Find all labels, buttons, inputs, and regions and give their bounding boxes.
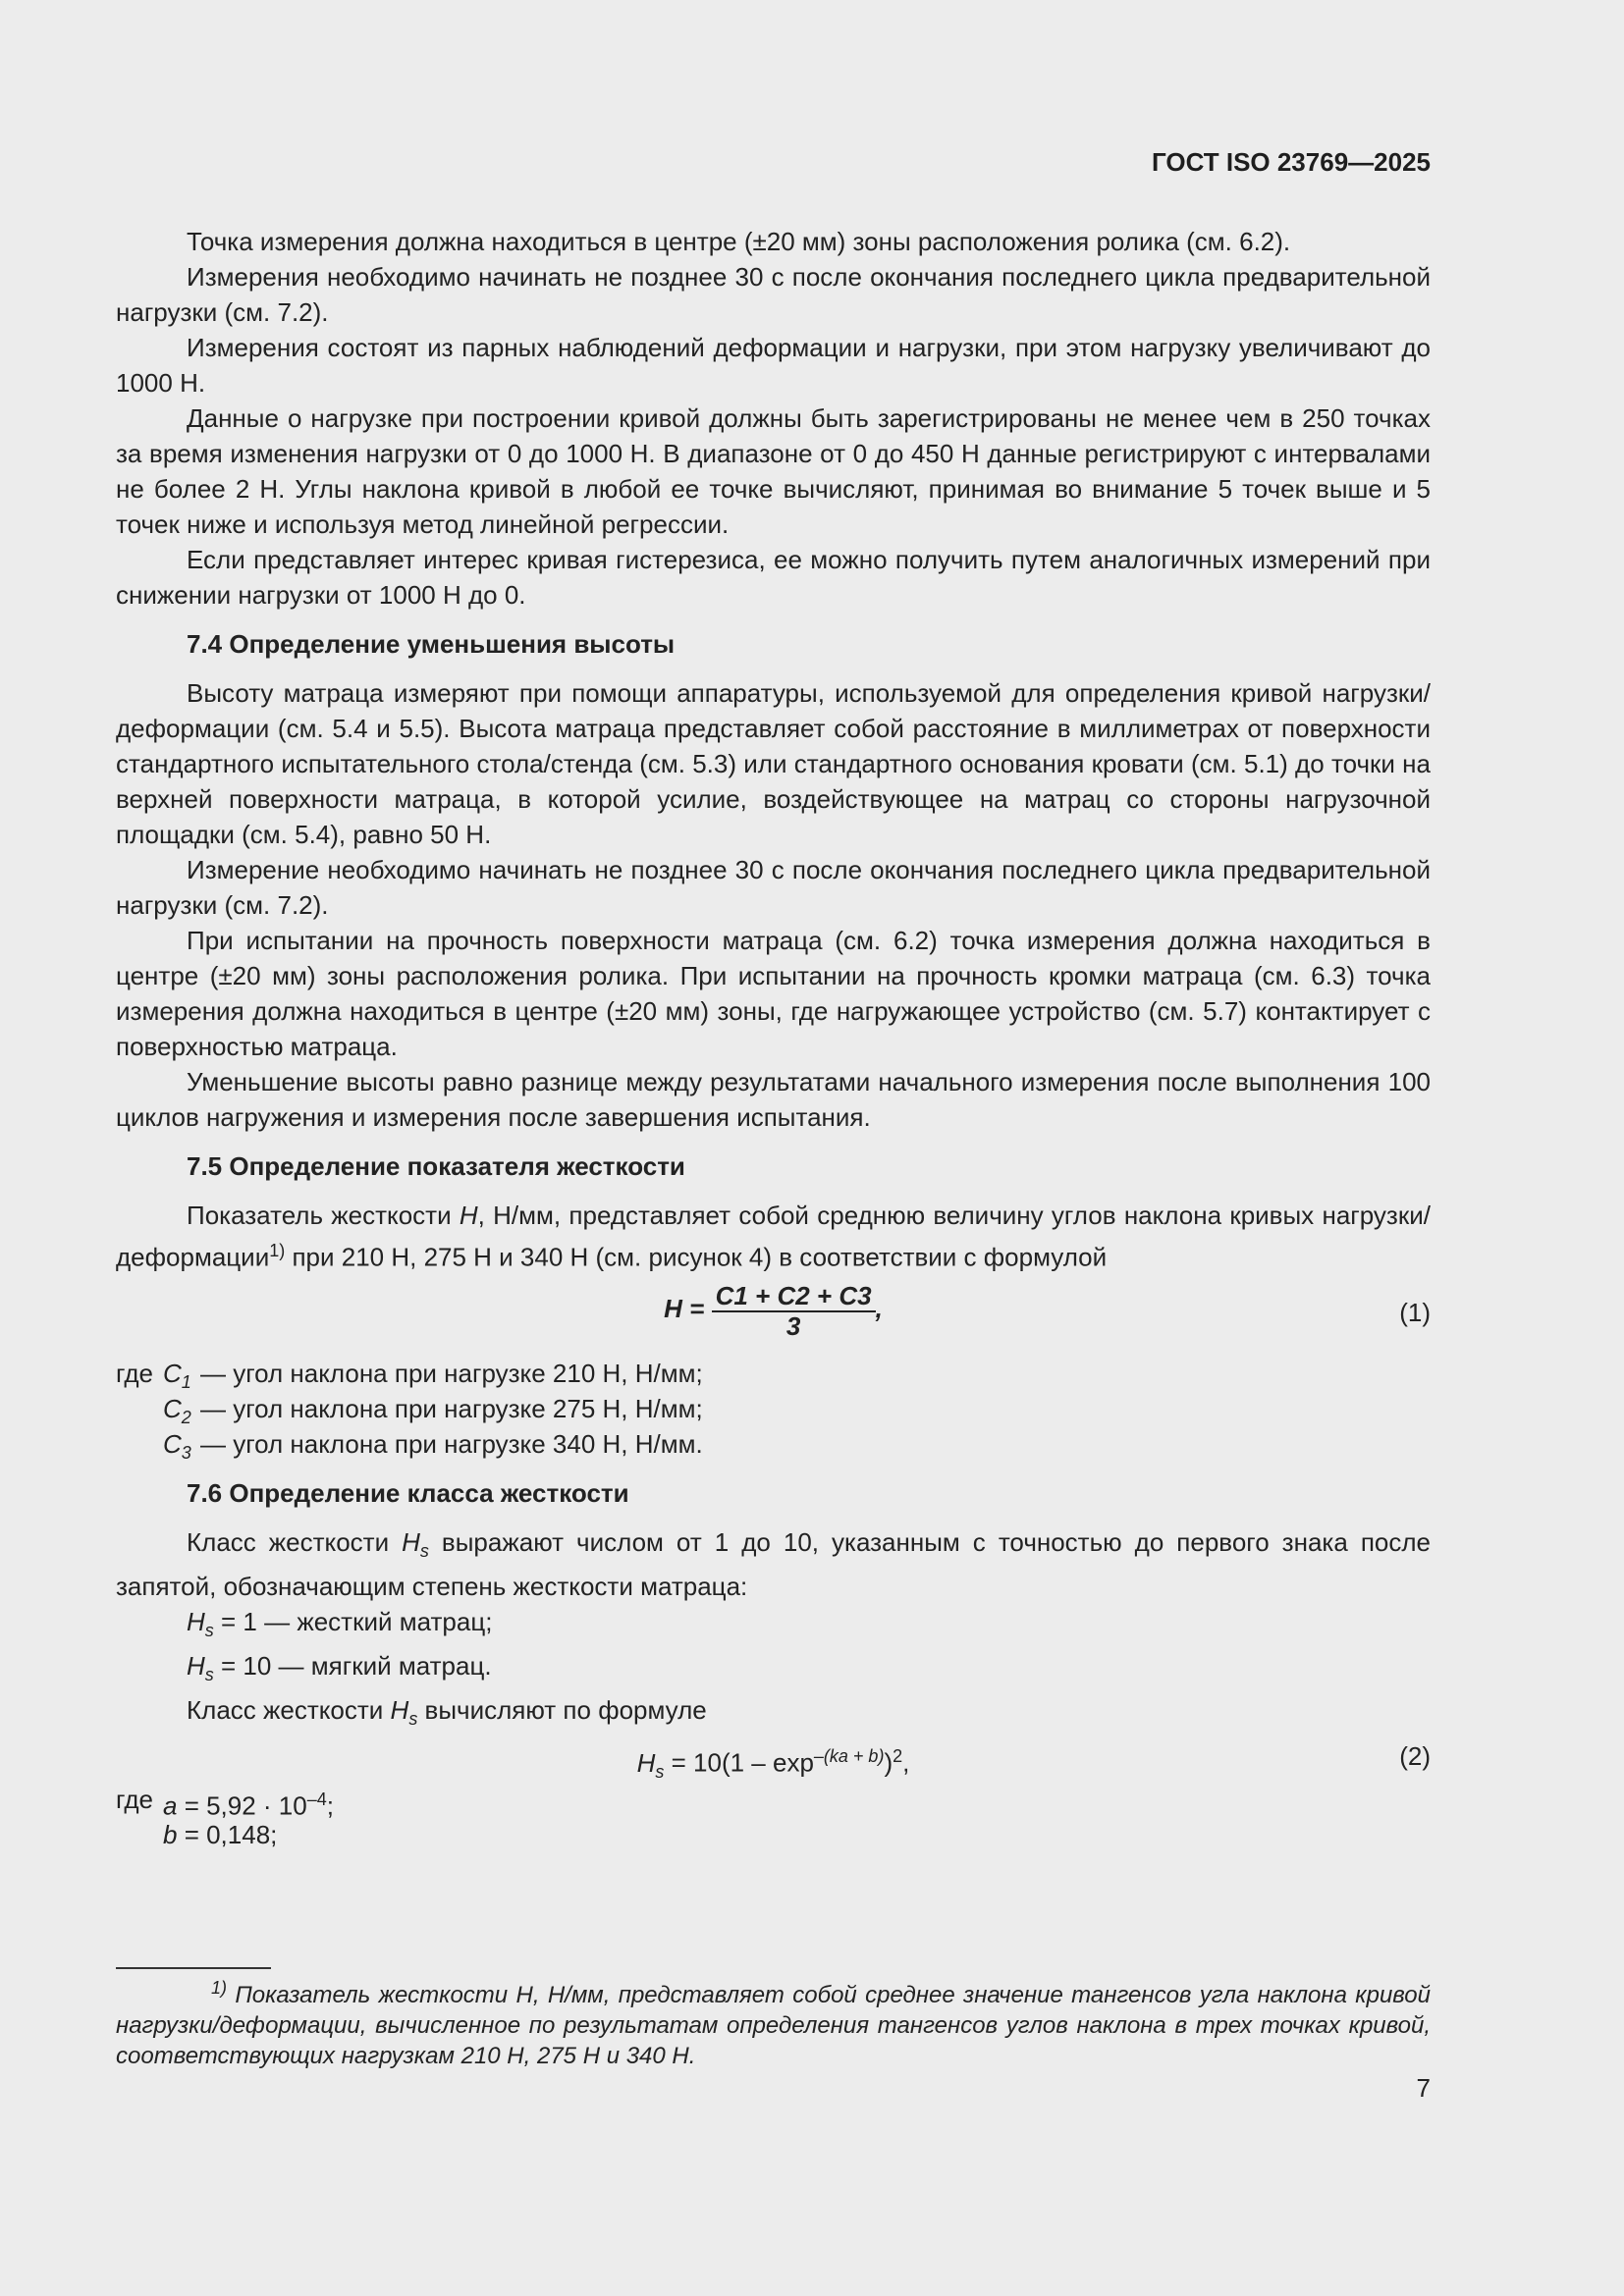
footnote: $^{1)}$ Показатель жесткости Н, Н/мм, представляет собой среднее значение тангенсов угла наклона кривой нагрузки/деформации, вычисленное по результатам определения тангенсов углов наклона в трех точках кривой, соответствующих нагрузкам 210 Н, 275 Н и 340 Н. (116, 1978, 1431, 2069)
doc-code-header: ГОСТ ISO 23769—2025 (1151, 147, 1431, 177)
formula-numerator: C1 + C2 + C3 (712, 1281, 876, 1312)
where-item: где $C_1$ — угол наклона при нагрузке 210 Н, Н/мм; (116, 1358, 703, 1392)
list-item-soft: $H_s = 10$ — мягкий матрац. (187, 1651, 492, 1685)
where-item: $C_2$ — угол наклона при нагрузке 275 Н, Н/мм; (163, 1393, 703, 1427)
section-heading-7-6: 7.6 Определение класса жесткости (187, 1477, 629, 1508)
formula-1: H = $\frac{C1 + C2 + C3}{3}$ , (1) (664, 1280, 1431, 1341)
paragraph-stiffness-index: Показатель жесткости H, Н/мм, представляет собой среднюю величину углов наклона кривых нагрузки/деформации$^{1)}$ при 210 Н, 275 Н и 340 Н (см. рисунок 4) в соответствии с формулой (116, 1201, 1431, 1272)
footnote-divider (116, 1967, 271, 1969)
page-number: 7 (1416, 2073, 1431, 2103)
formula-number: (1) (1399, 1297, 1431, 1327)
paragraph: Точка измерения должна находиться в центре (±20 мм) зоны расположения ролика (см. 6.2). (187, 227, 1291, 256)
paragraph: Измерения необходимо начинать не позднее 30 с после окончания последнего цикла предварительной нагрузки (см. 7.2). (116, 262, 1431, 327)
paragraph: При испытании на прочность поверхности матраца (см. 6.2) точка измерения должна находиться в центре (±20 мм) зоны расположения ролика. При испытании на прочность кромки матраца (см. 6.3) точка измерения должна находиться в центре (±20 мм) зоны, где нагружающее устройство (см. 5.7) контактирует с поверхностью матраца. (116, 926, 1431, 1061)
main-content (116, 224, 1431, 1852)
where-item: $C_3$ — угол наклона при нагрузке 340 Н, Н/мм. (163, 1428, 703, 1463)
paragraph: Если представляет интерес кривая гистерезиса, ее можно получить путем аналогичных измерений при снижении нагрузки от 1000 Н до 0. (116, 545, 1431, 610)
formula-denominator: 3 (785, 1310, 801, 1341)
paragraph: Уменьшение высоты равно разнице между результатами начального измерения после выполнения 100 циклов нагружения и измерения после завершения испытания. (116, 1067, 1431, 1132)
section-heading-7-5: 7.5 Определение показателя жесткости (187, 1151, 685, 1181)
formula-2: $H_s = 10(1 - \exp^{-(ka + b)})^2$, (2) (116, 1738, 1431, 1778)
paragraph: Высоту матраца измеряют при помощи аппаратуры, используемой для определения кривой нагрузки/деформации (см. 5.4 и 5.5). Высота матраца представляет собой расстояние в миллиметрах от поверхности стандартного испытательного стола/стенда (см. 5.3) или стандартного основания кровати (см. 5.1) до точки на верхней поверхности матраца, в которой усилие, воздействующее на матрац со стороны нагрузочной площадки (см. 5.4), равно 50 Н. (116, 678, 1431, 849)
formula-number: (2) (1399, 1741, 1431, 1772)
where-item: где $a = 5,92 \cdot 10^{-4}$; (116, 1785, 334, 1822)
paragraph-stiffness-class: Класс жесткости $H_s$ выражают числом от 1 до 10, указанным с точностью до первого знака после запятой, обозначающим степень жесткости матраца: (116, 1526, 1431, 1601)
section-heading-7-4: 7.4 Определение уменьшения высоты (187, 629, 676, 659)
paragraph: Измерение необходимо начинать не позднее 30 с после окончания последнего цикла предварительной нагрузки (см. 7.2). (116, 855, 1431, 920)
list-item-hard: $H_s = 1$ — жесткий матрац; (187, 1606, 493, 1641)
paragraph: Измерения состоят из парных наблюдений деформации и нагрузки, при этом нагрузку увеличивают до 1000 Н. (116, 333, 1431, 398)
paragraph: Данные о нагрузке при построении кривой должны быть зарегистрированы не менее чем в 250 точках за время изменения нагрузки от 0 до 1000 Н. В диапазоне от 0 до 450 Н данные регистрируют с интервалами не более 2 Н. Углы наклона кривой в любой ее точке вычисляют, принимая во внимание 5 точек выше и 5 точек ниже и используя метод линейной регрессии. (116, 403, 1431, 539)
footnote-ref: 1) (269, 1241, 286, 1260)
where-item: b = 0,148; (163, 1820, 278, 1850)
paragraph-calc: Класс жесткости $H_s$ вычисляют по формуле (187, 1695, 707, 1730)
